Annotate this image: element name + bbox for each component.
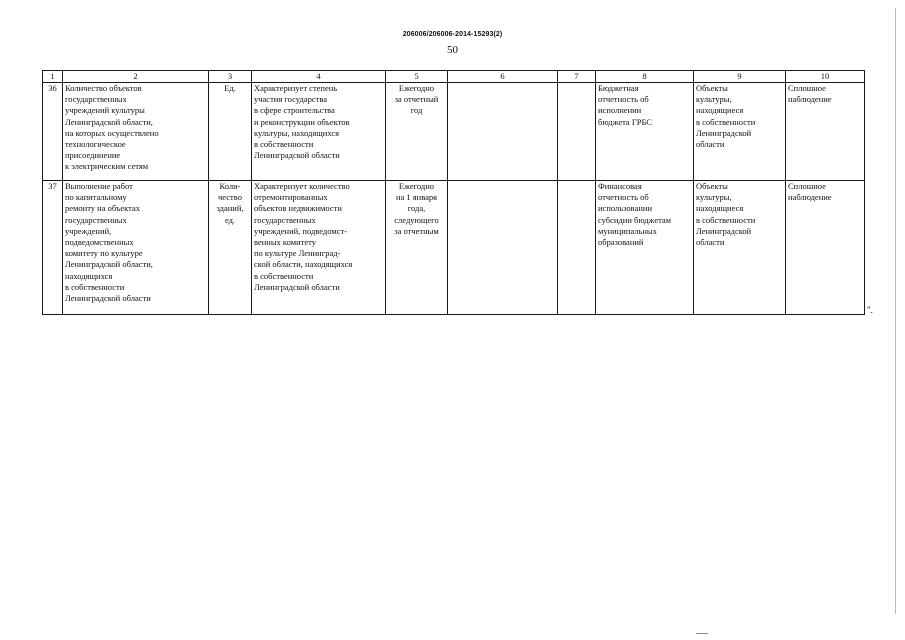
observation-method: Сплошное наблюдение [786,181,865,315]
data-source: Бюджетная отчетность об исполнении бюджета ГРБС [596,83,694,181]
reporting-period: Ежегодно на 1 января года, следующего за отчетным [386,181,448,315]
closing-quote: ". [867,305,873,315]
indicator-name: Количество объектов государственных учреждений культуры Ленинградской области, на которых осуществлено технологическое присоединение к электрическим сетям [63,83,209,181]
row-number: 37 [43,181,63,315]
document-id: 206006/206006-2014-15293(2) [402,31,503,38]
indicator-description: Характеризует степень участия государства в сфере строительства и реконструкции объектов культуры, находящихся в собственности Ленинградской области [252,83,386,181]
scan-mark [696,633,708,634]
column-number-row [43,71,865,83]
column-number: 6 [448,71,558,83]
observation-objects: Объекты культуры, находящиеся в собственности Ленинградской области [694,83,786,181]
indicator-description: Характеризует количество отремонтированных объектов недвижимости государственных учреждений, подведомст- венных комитету по культуре Ленинград- ской области, находящихся в собственности Ленинградской области [252,181,386,315]
column-number: 7 [558,71,596,83]
row-number: 36 [43,83,63,181]
column-number: 9 [694,71,786,83]
reporting-period: Ежегодно за отчетный год [386,83,448,181]
page-number: 50 [447,44,458,56]
observation-objects: Объекты культуры, находящиеся в собственности Ленинградской области [694,181,786,315]
observation-method: Сплошное наблюдение [786,83,865,181]
empty-cell [558,181,596,315]
table-row [43,83,865,181]
indicator-name: Выполнение работ по капитальному ремонту на объектах государственных учреждений, подведомственных комитету по культуре Ленинградской области, находящихся в собственности Ленинградской области [63,181,209,315]
column-number: 8 [596,71,694,83]
unit-of-measure: Ед. [209,83,252,181]
column-number: 4 [252,71,386,83]
empty-cell [448,83,558,181]
column-number: 10 [786,71,865,83]
column-number: 2 [63,71,209,83]
column-number: 5 [386,71,448,83]
column-number: 3 [209,71,252,83]
column-number: 1 [43,71,63,83]
data-source: Финансовая отчетность об использовании субсидии бюджетам муниципальных образований [596,181,694,315]
page-edge-line [895,8,896,614]
indicators-table [42,70,865,315]
empty-cell [448,181,558,315]
table-row [43,181,865,315]
unit-of-measure: Коли- чество зданий, ед. [209,181,252,315]
empty-cell [558,83,596,181]
